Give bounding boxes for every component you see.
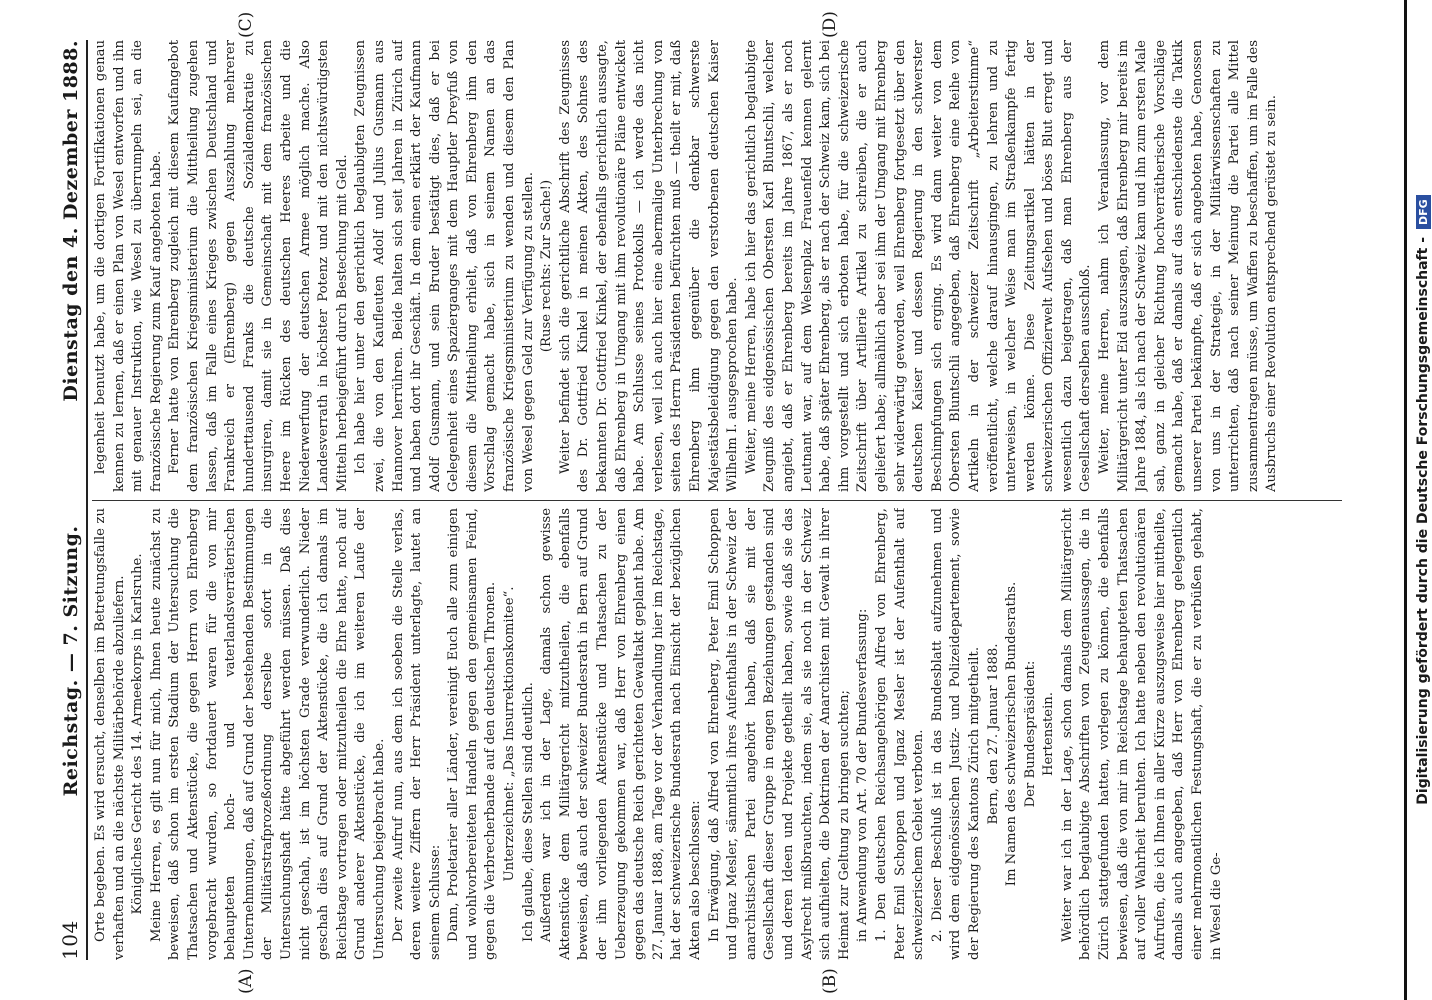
- digitization-footer: [1404, 0, 1432, 1000]
- left-paragraph: Bern, den 27. Januar 1888.: [985, 643, 1001, 825]
- column-divider: [92, 500, 1342, 501]
- margin-marker-c: (C): [236, 11, 256, 38]
- left-paragraph: Orte begeben. Es wird ersucht, denselben im Betretungsfalle zu verhaften und an die nächste Militärbehörde abzuliefern.: [93, 508, 127, 960]
- right-paragraph: (Ruse rechts: Zur Sache!): [539, 179, 555, 353]
- footer-text: Digitalisierung gefördert durch die Deutsche Forschungsgemeinschaft -: [1415, 236, 1431, 805]
- left-paragraph: Meine Herren, es gilt nun für mich, Ihnen heute zunächst zu beweisen, daß schon im ersten Stadium der Untersuchung die Thatsachen und Aktenstücke, die gegen Herrn von Ehrenberg vorgebracht wurden, so fortdauert waren für die von mir behaupteten hoch- und vaterlandsverräterischen Unternehmungen, daß auf Grund der bestehenden Bestimmungen der Militärstrafprozeßordnung derselbe sofort in die Untersuchungshaft hätte abgeführt werden müssen. Daß dies nicht geschah, ist im höchsten Grade verwunderlich. Nieder geschah dies auf Grund der Aktenstücke, die ich damals im Reichstage vortragen oder mitzutheilen die Ehre hatte, noch auf Grund anderer Aktenstücke, die ich im weiteren Laufe der Untersuchung beigebracht habe.: [148, 508, 387, 960]
- header-left-title: Reichstag. — 7. Sitzung.: [60, 525, 82, 797]
- left-paragraph: Dann, Proletarier aller Länder, vereinigt Euch alle zum einigen und wohlvorbereiteten Handeln gegen den gemeinsamen Feind, gegen die Verbrecherbande auf den deutschen Thronen.: [446, 508, 499, 960]
- left-paragraph: Außerdem war ich in der Lage, damals schon gewisse Aktenstücke dem Militärgericht mitzutheilen, die ebenfalls beweisen, daß auch der schweizer Bundesrath in Bern auf Grund der ihm vorliegenden Aktenstücke und Thatsachen zu der Ueberzeugung gekommen war, daß Herr von Ehrenberg einen gegen das deutsche Reich gerichteten Gewaltakt geplant habe. Am 27. Januar 1888, am Tage vor der Verhandlung hier im Reichstage, hat der schweizerische Bundesrath nach Einsicht der bezüglichen Akten also beschlossen:: [539, 508, 703, 960]
- page-header: [52, 40, 82, 960]
- left-paragraph: Königliches Gericht des 14. Armeekorps in Karlsruhe.: [130, 553, 146, 915]
- left-column: [92, 508, 1327, 960]
- left-paragraph: Ich glaube, diese Stellen sind deutlich.: [520, 682, 536, 942]
- left-paragraph: In Erwägung, daß Alfred von Ehrenberg, Peter Emil Schoppen und Ignaz Mesler, sämmtlich ihres Aufenthalts in der Schweiz der anarchistischen Partei angehört haben, daß sie mit der Gesellschaft dieser Gruppe in engen Beziehungen gestanden sind und deren Ideen und Projekte getheilt haben, sowie daß sie das Asylrecht mißbrauchten, indem sie, als sie noch in der Schweiz sich aufhielten, die Doktrinen der Anarchisten mit Gewalt in ihrer Heimat zur Geltung zu bringen suchten;: [706, 508, 852, 960]
- left-paragraph: Der zweite Aufruf nun, aus dem ich soeben die Stelle verlas, deren weitere Ziffern der Herr Präsident unterlagte, lautet an seinem Schlusse:: [390, 508, 443, 960]
- margin-marker-b: (B): [820, 968, 840, 994]
- left-paragraph: in Anwendung von Art. 70 der Bundesverfassung:: [855, 608, 871, 942]
- margin-marker-a: (A): [236, 968, 256, 994]
- left-paragraph: 2. Dieser Beschluß ist in das Bundesblatt aufzunehmen und wird dem eidgenössischen Justiz- und Polizeidepartement, sowie der Regierung des Kantons Zürich mitgetheilt.: [929, 508, 982, 960]
- margin-marker-d: (D): [820, 11, 840, 38]
- right-paragraph: Weiter, meine Herren, habe ich hier das gerichtlich beglaubigte Zeugniß des eidgenössischen Obersten Karl Bluntschli, welcher angiebt, daß er Ehrenberg bereits im Jahre 1867, als er noch Leutnant war, auf dem Welsenplaz Frauenfeld kennen gelernt habe, daß später Ehrenberg, als er nach der Schweiz kam, sich bei ihm vorgestellt und sich erboten habe, für die schweizerische Zeitschrift über Artillerie Artikel zu schreiben, die er auch geliefert habe; allmählich aber sei ihm der Umgang mit Ehrenberg sehr widerwärtig geworden, weil Ehrenberg fortgesetzt über den deutschen Kaiser und dessen Regierung in den schwerster Beschimpfungen sich erging. Es wird dann weiter von dem Obersten Bluntschli angegeben, daß Ehrenberg eine Reihe von Artikeln in der schweizer Zeitschrift „Arbeiterstimme“ veröffentlicht, welche darauf hinausgingen, zu lehren und zu unterweisen, in welcher Weise man im Straßenkampfe fertig werden könne. Diese Zeitungsartikel hätten in der schweizerischen Offizierwelt Aufsehen und böses Blut erregt und wesentlich dazu beigetragen, daß man Ehrenberg aus der Gesellschaft derselben ausschloß.: [743, 40, 1094, 492]
- page-number: 104: [58, 920, 82, 960]
- left-paragraph: Der Bundespräsident:: [1022, 660, 1038, 808]
- right-paragraph: Weiter, meine Herren, nahm ich Veranlassung, vor dem Militärgericht unter Eid auszusagen, daß Ehrenberg mir bereits im Jahre 1884, als ich nach der Schweiz kam und ihn zum ersten Male sah, ganz in gleicher Richtung hochverrätherische Vorschläge gemacht habe, daß er damals auf das entschiedenste die Taktik unserer Partei bekämpfte, daß er sich angeboten habe, Genossen von uns in der Strategie, in der Militärwissenschaften zu unterrichten, daß nach seiner Meinung die Partei alle Mittel zusammentragen müsse, um Waffen zu beschaffen, um im Falle des Ausbruchs einer Revolution entsprechend gerüstet zu sein.: [1097, 40, 1280, 492]
- right-paragraph: Ferner hatte von Ehrenberg zugleich mit diesem Kaufangebot dem französischen Kriegsministerium die Mittheilung zugehen lassen, daß im Falle eines Krieges zwischen Deutschland und Frankreich er (Ehrenberg) gegen Auszahlung mehrerer hunderttausend Franks die deutsche Sozialdemokratie zu insurgiren, damit sie in Gemeinschaft mit dem französischen Heere im Rücken des deutschen Heeres arbeite und die Niederwerfung der deutschen Armee möglich mache. Also Landesverrath in höchster Potenz und mit den nichtswürdigsten Mitteln herbeigeführt durch Bestechung mit Geld.: [167, 40, 350, 492]
- right-column: [92, 40, 1327, 492]
- left-paragraph: Weiter war ich in der Lage, schon damals dem Militärgericht behördlich beglaubigte Abschriften von Zeugenaussagen, die in Zürich stattgefunden hatten, vorlegen zu können, die ebenfalls bewiesen, daß die von mir im Reichstage behaupteten Thatsachen auf voller Wahrheit beruhten. Ich hatte neben den revolutionären Aufrufen, die ich Ihnen in aller Kürze auszugsweise hier mittheilte, damals auch angegeben, daß Herr von Ehrenberg gelegentlich einer mehrmonatlichen Festungshaft, die er zu verbüßen gehabt, in Wesel die Ge-: [1059, 508, 1224, 960]
- right-paragraph: legenheit benutzt habe, um die dortigen Fortifikationen genau kennen zu lernen, daß er einen Plan von Wesel entworfen und ihn mit genauer Instruktion, wie Wesel zu überrumpeln sei, an die französische Regierung zum Kauf angeboten habe.: [93, 40, 164, 492]
- left-paragraph: Hertenstein.: [1041, 692, 1057, 776]
- left-paragraph: 1. Den deutschen Reichsangehörigen Alfred von Ehrenberg, Peter Emil Schoppen und Ignaz Mesler ist der Aufenthalt auf schweizerischem Gebiet verboten.: [873, 508, 927, 960]
- right-paragraph: Weiter befindet sich die gerichtliche Abschrift des Zeugnisses des Dr. Gottfried Kinkel in meinen Akten, des Sohnes des bekannten Dr. Gottfried Kinkel, der ebenfalls gerichtlich aussagte, daß Ehrenberg in Umgang mit ihm revolutionäre Pläne entwickelt habe. Am Schlusse seines Protokolls — ich werde das nicht verlesen, weil ich auch hier eine abermalige Unterbrechung von seiten des Herrn Präsidenten befürchten muß — theilt er mit, daß Ehrenberg ihm gegenüber die denkbar schwerste Majestätsbeleidigung gegen den verstorbenen deutschen Kaiser Wilhelm I. ausgesprochen habe.: [557, 40, 741, 492]
- header-rule: [86, 40, 88, 960]
- right-paragraph: Ich habe hier unter den gerichtlich beglaubigten Zeugnissen zwei, die von den Kaufleuten Adolf und Julius Gusmann aus Hannover herrühren. Beide halten sich seit Jahren in Zürich auf und haben dort ihr Geschäft. In dem einen erklärt der Kaufmann Adolf Gusmann, und sein Bruder bestätigt dies, daß er bei Gelegenheit eines Spazierganges mit dem Hauptler Dreyfuß von diesem die Mittheilung erhielt, daß von Ehrenberg ihm den Vorschlag gemacht habe, sich in seinem Namen an das französische Kriegsministerium zu wenden und diesem den Plan von Wesel gegen Geld zur Verfügung zu stellen.: [353, 40, 536, 492]
- left-paragraph: Im Namen des schweizerischen Bundesraths.: [1004, 581, 1020, 887]
- dfg-logo: DFG: [1416, 195, 1431, 229]
- header-right-title: Dienstag den 4. Dezember 1888.: [60, 40, 82, 402]
- left-paragraph: Unterzeichnet: „Das Insurrektionskomitee“.: [502, 586, 518, 882]
